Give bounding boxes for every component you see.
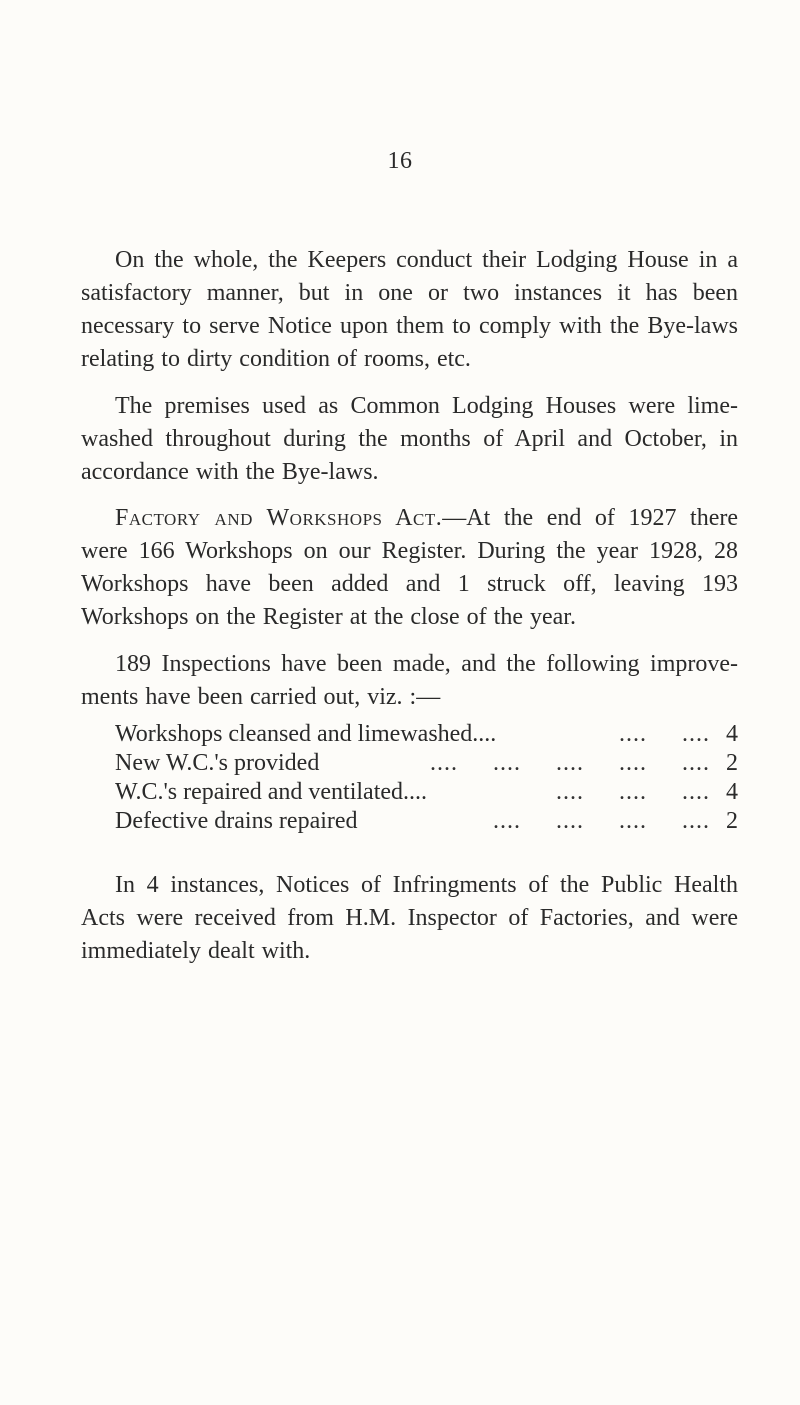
list-item bbox=[115, 720, 738, 749]
leader-dots: .... .... .... .... bbox=[493, 808, 710, 834]
leader-dots: .... .... .... .... .... bbox=[430, 750, 710, 776]
list-item bbox=[115, 749, 738, 778]
leader-dots: .... .... .... bbox=[556, 779, 710, 805]
list-item-label: Workshops cleansed and limewashed.... bbox=[115, 721, 497, 747]
page-number: 16 bbox=[387, 148, 413, 174]
list-item-label: New W.C.'s provided bbox=[115, 750, 320, 776]
list-item-value: 2 bbox=[726, 750, 738, 776]
improvements-list bbox=[115, 720, 738, 836]
section-heading: Factory and Workshops Act. bbox=[115, 505, 443, 531]
list-item bbox=[115, 807, 738, 836]
list-item bbox=[115, 778, 738, 807]
paragraph-inspections: 189 Inspections have been made, and the following improve-ments have been carried out, viz. :— bbox=[81, 651, 738, 710]
list-item-value: 2 bbox=[726, 808, 738, 834]
list-item-label: W.C.'s repaired and ventilated.... bbox=[115, 779, 428, 805]
paragraph-lodging-keepers: On the whole, the Keepers conduct their Lodging House in a satisfactory manner, but in one or two instances it has been necessary to serve Notice upon them to comply with the Bye-laws relating to dirty condition of rooms, etc. bbox=[81, 247, 738, 372]
paragraph-factory-workshops-act bbox=[81, 502, 738, 634]
list-item-value: 4 bbox=[726, 721, 738, 747]
paragraph-limewashing: The premises used as Common Lodging Houses were lime-washed throughout during the months of April and October, in accordance with the Bye-laws. bbox=[81, 393, 738, 485]
list-item-label: Defective drains repaired bbox=[115, 808, 358, 834]
section-body: —At the end of 1927 there were 166 Workshops on our Register. During the year 1928, 28 Workshops have been added and 1 struck off, leaving 193 Workshops on the Register at the close of the year. bbox=[81, 505, 738, 630]
list-item-value: 4 bbox=[726, 779, 738, 805]
paragraph-infringement-notices: In 4 instances, Notices of Infringments of the Public Health Acts were received from H.M. Inspector of Factories, and were immediately dealt with. bbox=[81, 872, 738, 964]
leader-dots: .... .... bbox=[619, 721, 710, 747]
